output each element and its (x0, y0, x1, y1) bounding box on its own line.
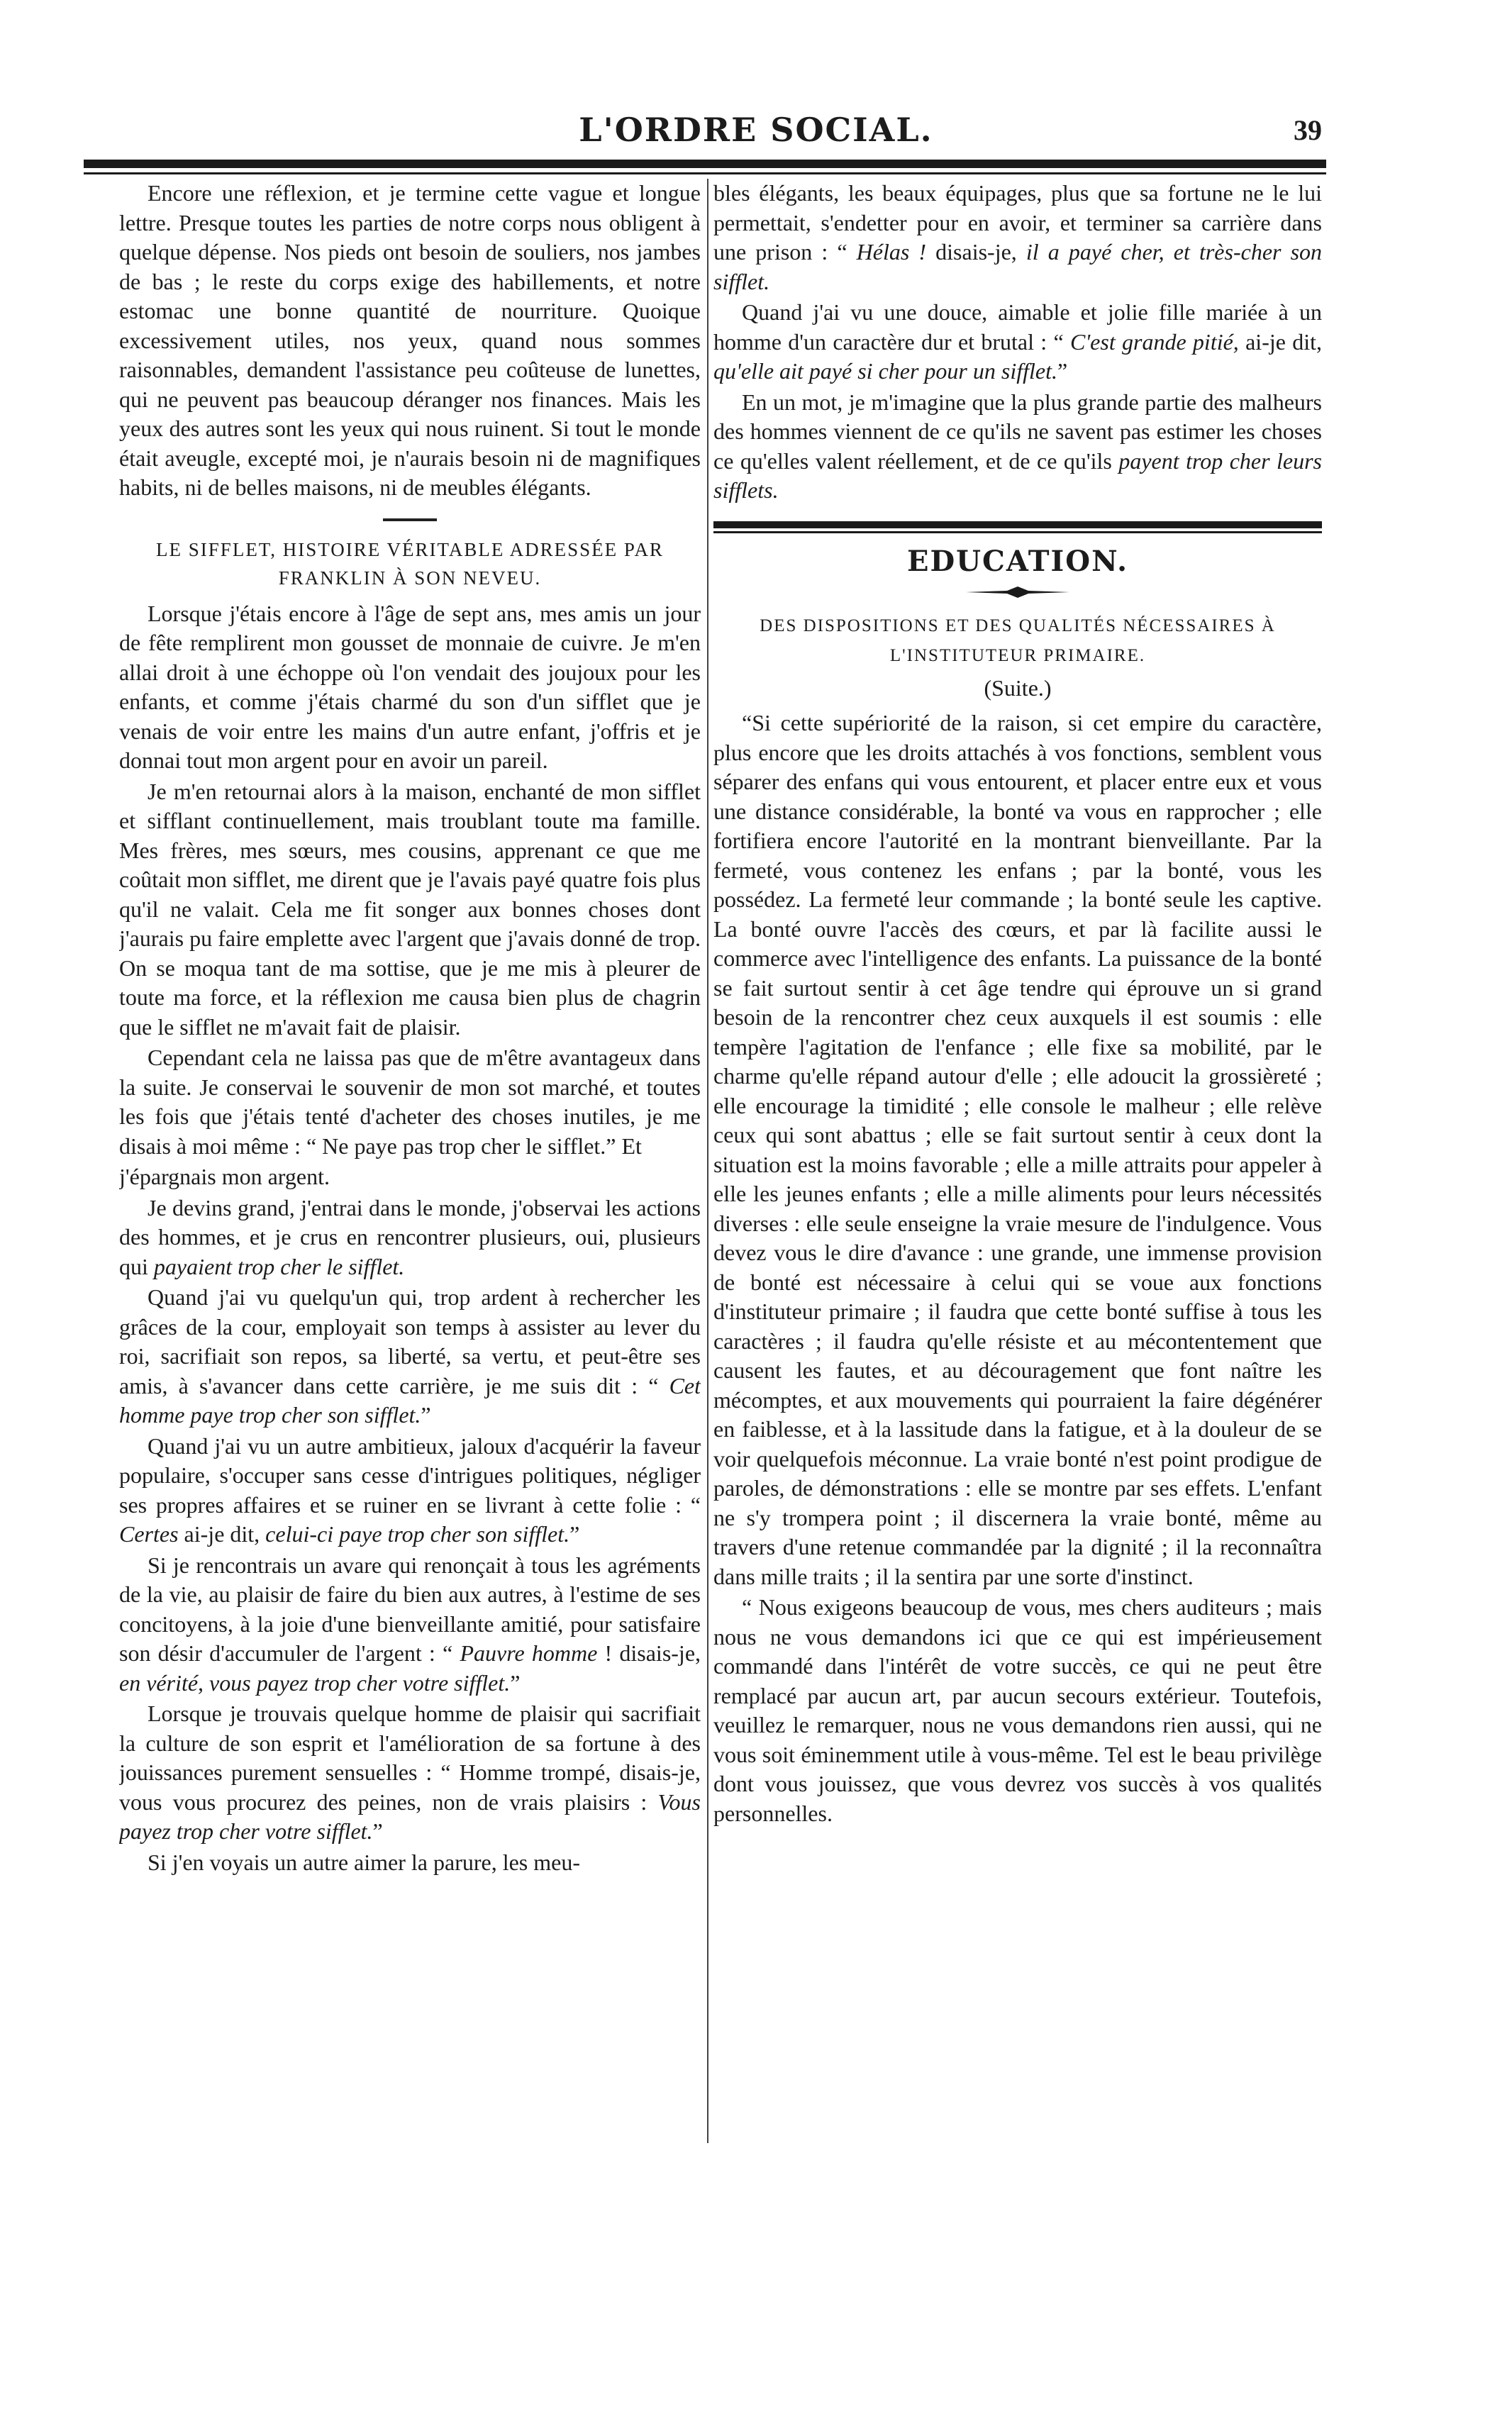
text-run: En un mot, je m'imagine que la plus grande partie des malheurs des hommes viennent de ce qu'ils ne savent pas estimer les choses ce qu'elles valent réellement, et de ce qu'ils (713, 389, 1322, 474)
right-column (713, 179, 1322, 2179)
text-run: ai-je dit, (178, 1521, 266, 1547)
story-paragraph (119, 1043, 701, 1161)
column-divider (707, 179, 708, 2143)
left-column (119, 179, 701, 2179)
italic-run: Vous payez trop cher votre sifflet. (119, 1789, 701, 1844)
text-run: bles élégants, les beaux équipages, plus que sa fortune ne le lui permettait, s'endetter pour en avoir, et terminer sa carrière dans une prison : “ (713, 180, 1322, 265)
italic-run: payent trop cher leurs sifflets. (713, 447, 1322, 503)
story-heading (119, 535, 701, 592)
story-paragraph: Je m'en retournai alors à la maison, enchanté de mon sifflet et sifflant continuellement, mais troublant toute ma famille. Mes frères, mes sœurs, mes cousins, apprenant ce que me coûtait mon sifflet, me dirent que je l'avais payé quatre fois plus qu'il ne valait. Cela me fit songer aux bonnes choses dont j'aurais pu faire emplette avec l'argent que j'avais donné de trop. On se moqua tant de ma sottise, que je me mis à pleurer de toute ma force, et la réflexion me causa bien plus de chagrin que le sifflet ne m'avait fait de plaisir. (119, 778, 701, 1040)
masthead (0, 106, 1512, 149)
italic-run: qu'elle ait payé si cher pour un sifflet. (713, 358, 1057, 384)
closing-paragraph: Encore une réflexion, et je termine cette vague et longue lettre. Presque toutes les parties de notre corps nous obligent à quelque dépense. Nos pieds ont besoin de souliers, nos jambes de bas ; le reste du corps exige des habillements, et notre estomac une bonne quantité de nourriture. Quoique excessivement utiles, nos yeux, quand nous sommes raisonnables, demandent l'assistance peu coûteuse de lunettes, qui ne peuvent pas beaucoup déranger nos finances. Mais les yeux des autres sont les yeux qui nous ruinent. Si tout le monde était aveugle, excepté moi, je n'aurais besoin ni de magnifiques habits, ni de belles maisons, ni de meubles élégants. (119, 180, 701, 500)
text-run: Cependant cela ne laissa pas que de m'être avantageux dans la suite. Je conservai le souvenir de mon sot marché, et toutes les fois que j'étais tenté d'acheter des choses inutiles, je me disais à moi même : “ Ne paye pas trop cher le sifflet.” Et (119, 1045, 701, 1159)
text-run: ” (569, 1521, 580, 1547)
text-run: j'épargnais mon argent. (119, 1164, 330, 1189)
story-paragraph (119, 1283, 701, 1430)
italic-run: payaient trop cher le sifflet. (153, 1253, 405, 1279)
italic-run: il a payé cher, et très-cher son sifflet. (713, 239, 1322, 294)
italic-run: C'est grande pitié, (1069, 328, 1239, 355)
italic-run: en vérité, vous payez trop cher votre sifflet. (119, 1669, 511, 1696)
story-paragraph (119, 1162, 701, 1192)
journal-title: L'ORDRE SOCIAL. (579, 111, 933, 149)
text-run: ! disais-je, (597, 1640, 701, 1666)
italic-run: Certes (119, 1521, 179, 1547)
page-number: 39 (1294, 114, 1322, 146)
section-rule-thick (713, 521, 1322, 528)
text-run: Lorsque je trouvais quelque homme de plaisir qui sacrifiait la culture de son esprit et l'amélioration de sa fortune à des jouissances purement sensuelles : “ Homme trompé, disais-je, vous vous procurez des peines, non de vrais plaisirs : (119, 1701, 701, 1815)
ornament-dash (965, 584, 1071, 600)
article-paragraph: “ Nous exigeons beaucoup de vous, mes chers auditeurs ; mais nous ne vous demandons ici que ce qui est impérieusement commandé dans l'intérêt de votre succès, ce qui ne peut être remplacé par aucun art, par aucun secours extérieur. Toutefois, veuillez le remarquer, nous ne vous demandons rien aussi, qui ne vous soit éminemment utile à vous-même. Tel est le beau privilège dont vous jouissez, que vous devrez vos succès à vos qualités personnelles. (713, 1594, 1322, 1826)
story-paragraph (119, 1194, 701, 1282)
story-paragraph: Lorsque j'étais encore à l'âge de sept ans, mes amis un jour de fête remplirent mon gousset de monnaie de cuivre. Je m'en allai droit à une échoppe où l'on vendait des joujoux pour les enfants, et comme j'étais charmé du son d'un sifflet que je venais de voir entre les mains d'un autre enfant, j'offris et je donnai tout mon argent pour en avoir un pareil. (119, 600, 701, 773)
section-title: EDUCATION. (907, 544, 1128, 578)
section-subheading (713, 611, 1322, 671)
text-run: ” (1057, 358, 1068, 384)
italic-run: Cet homme paye trop cher son sifflet. (119, 1372, 701, 1428)
text-run: disais-je, (926, 239, 1026, 265)
header-rule-thick (84, 160, 1326, 168)
story-heading-line1: LE SIFFLET, HISTOIRE VÉRITABLE ADRESSÉE PAR (156, 538, 664, 560)
story-paragraph (713, 388, 1322, 506)
story-paragraph: Si j'en voyais un autre aimer la parure, les meu- (148, 1849, 580, 1875)
text-run: Quand j'ai vu quelqu'un qui, trop ardent à rechercher les grâces de la cour, employait son temps à assister au lever du roi, sacrifiait son repos, sa liberté, sa vertu, et peut-être ses amis, à s'avancer dans cette carrière, je me suis dit : “ (119, 1284, 701, 1398)
story-paragraph (713, 179, 1322, 296)
text-run: ai-je dit, (1238, 328, 1322, 355)
story-paragraph (119, 1432, 701, 1550)
section-rule-thin (713, 531, 1322, 533)
text-run: Quand j'ai vu une douce, aimable et jolie fille mariée à un homme d'un caractère dur et brutal : “ (713, 299, 1322, 355)
italic-run: celui-ci paye trop cher son sifflet. (265, 1521, 570, 1547)
story-paragraph (713, 298, 1322, 386)
text-run: Je devins grand, j'entrai dans le monde, j'observai les actions des hommes, et je crus en rencontrer plusieurs, oui, plusieurs qui (119, 1194, 701, 1279)
italic-run: Pauvre homme (460, 1640, 598, 1666)
story-paragraph (119, 1699, 701, 1847)
story-heading-line2: FRANKLIN À SON NEVEU. (278, 567, 542, 589)
separator-short (383, 518, 437, 521)
subheading-line2: L'INSTITUTEUR PRIMAIRE. (889, 645, 1146, 665)
article-paragraph: “Si cette supériorité de la raison, si cet empire du caractère, plus encore que les droits attachés à vos fonctions, semblent vous séparer des enfans qui vous entourent, et placer entre eux et vous une distance considérable, la bonté va vous en rapprocher ; elle fortifiera encore l'autorité en la montrant bienveillante. Par la fermeté, vous contenez les enfans ; par la bonté, vous les possédez. La fermeté leur commande ; la bonté seule les captive. La bonté ouvre l'accès des cœurs, et par là facilite aussi le commerce avec l'intelligence des enfants. La puissance de la bonté se fait surtout sentir à cet âge tendre qui éprouve un si grand besoin de la rencontrer chez ceux auxquels il est soumis : elle tempère l'agitation de l'enfance ; elle fixe sa mobilité, par le charme qu'elle répand autour d'elle ; elle adoucit la grossièreté ; elle encourage la timidité ; elle console le malheur ; elle relève ceux qui sont abattus ; elle se fait surtout sentir à ceux dont la situation est la moins favorable ; elle a mille attraits pour appeler à elle les jeunes enfants ; elle a mille aliments pour leurs nécessités diverses : elle seule enseigne la vraie mesure de l'indulgence. Vous devez vous le dire d'avance : une grande, une immense provision de bonté est nécessaire à celui qui se voue aux fonctions d'instituteur primaire ; il faudra que cette bonté suffise à tous les caractères ; il faudra qu'elle résiste et au mécontentement que causent les fautes, et au découragement que font naître les mécomptes, et aux mouvements qui pourraient la faire dégénérer en faiblesse, et à la lassitude dans la fatigue, et à la douleur de se voir quelquefois méconnue. La vraie bonté n'est point prodigue de paroles, de démonstrations : elle se montre par ses effets. L'enfant ne s'y trompera point ; il discernera la vraie bonté, même au travers d'une retenue commandée par la dignité ; il la reconnaîtra dans mille traits ; il la sentira par une sorte d'instinct. (713, 710, 1322, 1589)
story-paragraph (119, 1551, 701, 1698)
continued-label: (Suite.) (984, 674, 1052, 701)
text-run: ” (372, 1818, 383, 1844)
italic-run: Hélas ! (856, 239, 927, 265)
text-run: ” (510, 1669, 521, 1696)
text-run: ” (421, 1402, 431, 1428)
text-run: Si je rencontrais un avare qui renonçait à tous les agréments de la vie, au plaisir de faire du bien aux autres, à l'estime de ses concitoyens, à la joie d'une bienveillante amitié, pour satisfaire son désir d'accumuler de l'argent : “ (119, 1552, 701, 1666)
text-run: Quand j'ai vu un autre ambitieux, jaloux d'acquérir la faveur populaire, s'occuper sans cesse d'intrigues politiques, négliger ses propres affaires et se ruiner en se livrant à cette folie : “ (119, 1433, 701, 1518)
header-rule-thin (84, 172, 1326, 174)
subheading-line1: DES DISPOSITIONS ET DES QUALITÉS NÉCESSAIRES À (760, 616, 1276, 635)
